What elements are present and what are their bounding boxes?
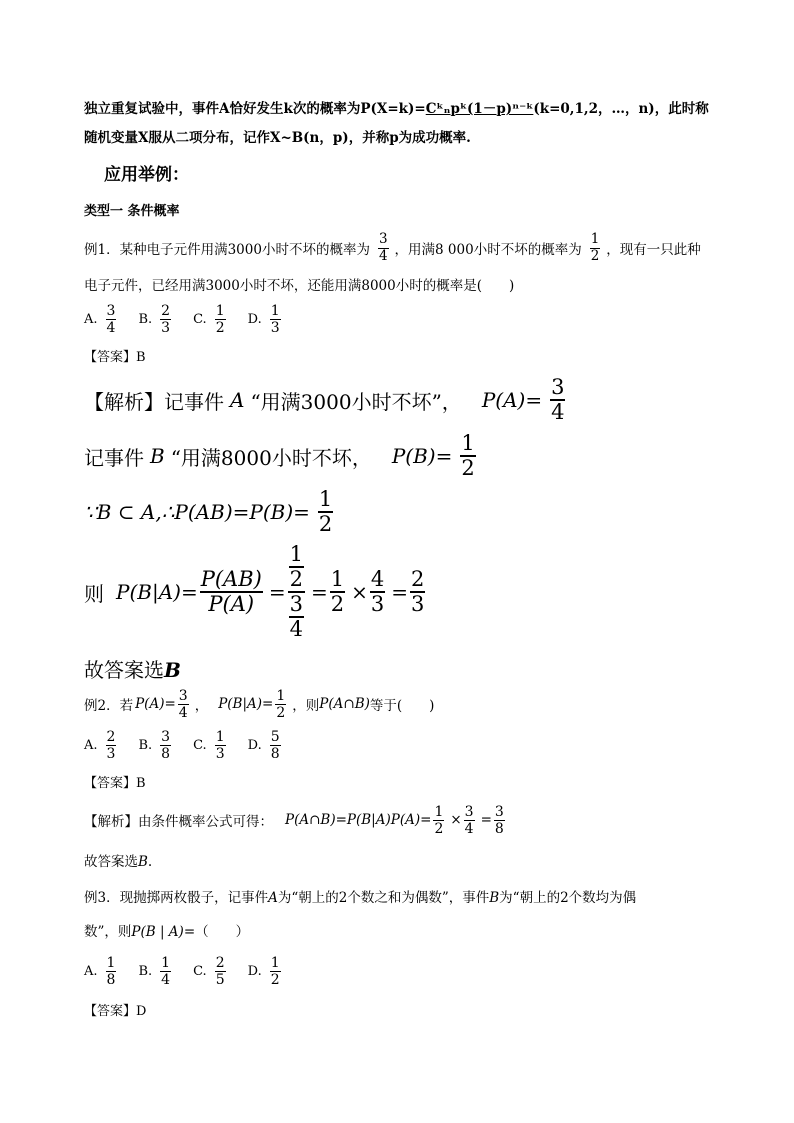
sol-text: 【解析】由条件概率公式可得： xyxy=(84,814,273,830)
numerator: 3 xyxy=(161,728,171,745)
option-label: B. xyxy=(138,737,153,753)
answer-b: B xyxy=(138,854,148,870)
period: . xyxy=(147,854,153,870)
ex1-stem-line-2: 电子元件，已经用满3000小时不坏，还能用满8000小时的概率是( ) xyxy=(84,278,515,294)
sol-frac-pab-pa xyxy=(200,569,263,615)
option-b-frac xyxy=(160,956,171,987)
ex1-solution-line-2 xyxy=(84,430,482,482)
numerator: 1 xyxy=(270,954,280,971)
denominator: 3 xyxy=(215,745,225,762)
equals: = xyxy=(391,580,409,604)
intro-text-a: 独立重复试验中，事件A恰好发生k次的概率为P(X=k)= xyxy=(84,101,426,117)
ex2-conclusion xyxy=(84,850,152,870)
denominator: 3 xyxy=(270,319,280,336)
intro-line-2: 随机变量X服从二项分布，记作X~B(n，p)，并称p为成功概率. xyxy=(84,130,471,146)
numerator: 1 xyxy=(590,231,600,247)
ex1-solution-line-5 xyxy=(84,654,181,683)
sol-text: 记事件 xyxy=(84,445,144,470)
option-label: C. xyxy=(193,963,207,979)
sol-frac xyxy=(330,569,345,615)
option-c-frac xyxy=(215,730,226,761)
ex1-text-b: ，用满8 000小时不坏的概率为 xyxy=(394,242,582,258)
numerator: 1 xyxy=(106,954,116,971)
denominator: 2 xyxy=(215,319,225,336)
numerator: 1 xyxy=(318,487,333,511)
intro-text-b: (k=0,1,2，…，n)，此时称 xyxy=(533,101,709,117)
intro-line-1 xyxy=(84,97,709,117)
complex-numerator xyxy=(288,544,305,593)
ex3-text: 为“朝上的2个数之和为偶数”，事件 xyxy=(277,890,490,906)
sol-frac xyxy=(433,805,444,836)
answer-b: B xyxy=(164,658,181,682)
denominator: 5 xyxy=(215,971,225,988)
ex2-text: 例2．若 xyxy=(84,698,134,714)
ex2-pab: P(A∩B) xyxy=(319,696,370,712)
ex1-solution-line-3 xyxy=(84,486,339,538)
section-title: 应用举例： xyxy=(104,165,189,185)
numerator: 3 xyxy=(178,687,188,704)
denominator: 2 xyxy=(270,971,280,988)
ex2-pa: P(A)= xyxy=(135,696,176,712)
ex2-frac-1 xyxy=(178,689,189,720)
option-d-frac xyxy=(270,956,281,987)
option-label: D. xyxy=(247,963,262,979)
numerator: 1 xyxy=(289,542,303,566)
event-a: A xyxy=(230,388,245,412)
sol-complex-frac xyxy=(288,544,305,640)
ex2-stem xyxy=(84,684,440,724)
inner-frac xyxy=(289,594,304,640)
ex1-text-c: ，现有一只此种 xyxy=(606,242,701,258)
option-label: D. xyxy=(247,311,262,327)
denominator: 3 xyxy=(370,592,385,616)
option-label: D. xyxy=(247,737,262,753)
sol-frac xyxy=(494,805,505,836)
ex1-solution-line-1 xyxy=(84,374,571,426)
ex3-options xyxy=(84,950,287,992)
option-label: A. xyxy=(84,311,98,327)
option-a-frac xyxy=(106,956,117,987)
sol-text: “用满8000小时不坏， xyxy=(170,445,372,470)
option-d-frac xyxy=(270,730,281,761)
sol-frac xyxy=(410,569,425,615)
option-c-frac xyxy=(215,956,226,987)
event-a: A xyxy=(268,890,278,906)
ex1-answer: 【答案】B xyxy=(84,350,146,365)
numerator: 1 xyxy=(161,954,171,971)
sol-eq: P(A)= xyxy=(481,388,543,412)
ex2-text: ， xyxy=(194,698,209,714)
option-label: B. xyxy=(138,963,153,979)
ex3-text: 例3．现抛掷两枚骰子，记事件 xyxy=(84,890,269,906)
sol-frac xyxy=(460,433,475,479)
numerator: 2 xyxy=(215,954,225,971)
numerator: 1 xyxy=(215,302,225,319)
numerator: 3 xyxy=(106,302,116,319)
numerator: 1 xyxy=(330,567,345,591)
ex1-solution-line-4 xyxy=(84,544,431,640)
binomial-formula: Cᵏₙpᵏ(1－p)ⁿ⁻ᵏ xyxy=(425,101,534,117)
sol-eq: ∵B ⊂ A,∴P(AB)=P(B)= xyxy=(84,500,310,524)
option-a-frac xyxy=(106,730,117,761)
denominator: 8 xyxy=(494,820,504,837)
denominator: 4 xyxy=(289,617,303,641)
ex3-text: 数”，则 xyxy=(84,924,132,940)
ex3-text: =（ ） xyxy=(183,924,250,940)
equals: = xyxy=(310,580,328,604)
complex-denominator xyxy=(289,593,304,640)
ex3-pba: P(B | A) xyxy=(131,924,184,940)
option-label: C. xyxy=(193,737,207,753)
ex1-text-a: 例1．某种电子元件用满3000小时不坏的概率为 xyxy=(84,242,370,258)
denominator: 4 xyxy=(378,247,388,264)
numerator: 5 xyxy=(270,728,280,745)
option-d-frac xyxy=(270,304,281,335)
numerator: 3 xyxy=(289,592,303,616)
ex2-frac-2 xyxy=(275,689,286,720)
denominator: 4 xyxy=(106,319,116,336)
sol-text: 故答案选 xyxy=(84,658,164,682)
denominator: 4 xyxy=(178,704,188,721)
denominator: 2 xyxy=(434,820,444,837)
ex3-stem-line-1 xyxy=(84,886,636,906)
ex1-stem-line-1 xyxy=(84,228,707,268)
denominator: 2 xyxy=(289,567,303,591)
denominator: 3 xyxy=(106,745,116,762)
denominator: 2 xyxy=(590,247,600,264)
ex2-pba: P(B|A)= xyxy=(218,696,274,712)
denominator: 2 xyxy=(276,704,286,721)
equals: = xyxy=(268,580,286,604)
denominator: P(A) xyxy=(208,592,255,616)
denominator: 3 xyxy=(411,592,425,616)
ex1-frac-2 xyxy=(590,233,601,263)
ex3-text: 为“朝上的2个数均为偶 xyxy=(499,890,637,906)
ex2-text: ，则 xyxy=(292,698,320,714)
denominator: 4 xyxy=(464,820,474,837)
numerator: 3 xyxy=(494,803,504,820)
ex2-solution xyxy=(84,800,511,840)
numerator: 1 xyxy=(215,728,225,745)
denominator: 4 xyxy=(551,400,565,424)
numerator: 2 xyxy=(161,302,171,319)
sol-text: 故答案选 xyxy=(84,854,138,870)
option-b-frac xyxy=(160,730,171,761)
option-label: A. xyxy=(84,737,98,753)
numerator: 3 xyxy=(551,375,565,399)
numerator: 2 xyxy=(411,567,425,591)
ex3-answer: 【答案】D xyxy=(84,1004,147,1019)
ex2-options xyxy=(84,724,287,766)
event-b: B xyxy=(489,890,500,906)
denominator: 2 xyxy=(461,456,475,480)
inner-frac xyxy=(289,544,304,590)
numerator: 4 xyxy=(370,567,385,591)
times: × xyxy=(450,812,462,828)
denominator: 8 xyxy=(161,745,171,762)
ex1-options xyxy=(84,298,287,340)
numerator: 1 xyxy=(434,803,444,820)
numerator: 1 xyxy=(461,431,475,455)
denominator: 8 xyxy=(270,745,280,762)
option-label: B. xyxy=(138,311,153,327)
numerator: 1 xyxy=(270,302,280,319)
sol-text: 则 xyxy=(84,581,104,606)
sol-frac xyxy=(464,805,475,836)
option-a-frac xyxy=(106,304,117,335)
denominator: 3 xyxy=(161,319,171,336)
numerator: P(AB) xyxy=(200,567,262,591)
sol-text: 【解析】记事件 xyxy=(84,389,224,414)
sol-eq: P(B)= xyxy=(391,444,453,468)
numerator: 3 xyxy=(378,231,388,247)
sol-eq: P(A∩B)=P(B|A)P(A)= xyxy=(285,812,432,828)
sol-frac xyxy=(550,377,565,423)
sol-text: “用满3000小时不坏”， xyxy=(250,389,462,414)
sol-frac xyxy=(318,489,333,535)
option-label: A. xyxy=(84,963,98,979)
ex2-answer: 【答案】B xyxy=(84,776,146,791)
option-b-frac xyxy=(160,304,171,335)
option-label: C. xyxy=(193,311,207,327)
option-c-frac xyxy=(215,304,226,335)
sol-frac xyxy=(370,569,385,615)
denominator: 4 xyxy=(161,971,171,988)
ex3-stem-line-2 xyxy=(84,920,249,940)
times: × xyxy=(351,580,368,604)
equals: = xyxy=(480,812,492,828)
numerator: 1 xyxy=(276,687,286,704)
denominator: 8 xyxy=(106,971,116,988)
event-b: B xyxy=(150,444,165,468)
numerator: 2 xyxy=(106,728,116,745)
ex1-frac-1 xyxy=(378,233,389,263)
numerator: 3 xyxy=(464,803,474,820)
denominator: 2 xyxy=(330,592,345,616)
ex2-text: 等于( ) xyxy=(369,698,435,714)
denominator: 2 xyxy=(318,512,333,536)
sol-eq: P(B|A)= xyxy=(116,580,198,604)
type1-title: 类型一 条件概率 xyxy=(84,204,180,219)
